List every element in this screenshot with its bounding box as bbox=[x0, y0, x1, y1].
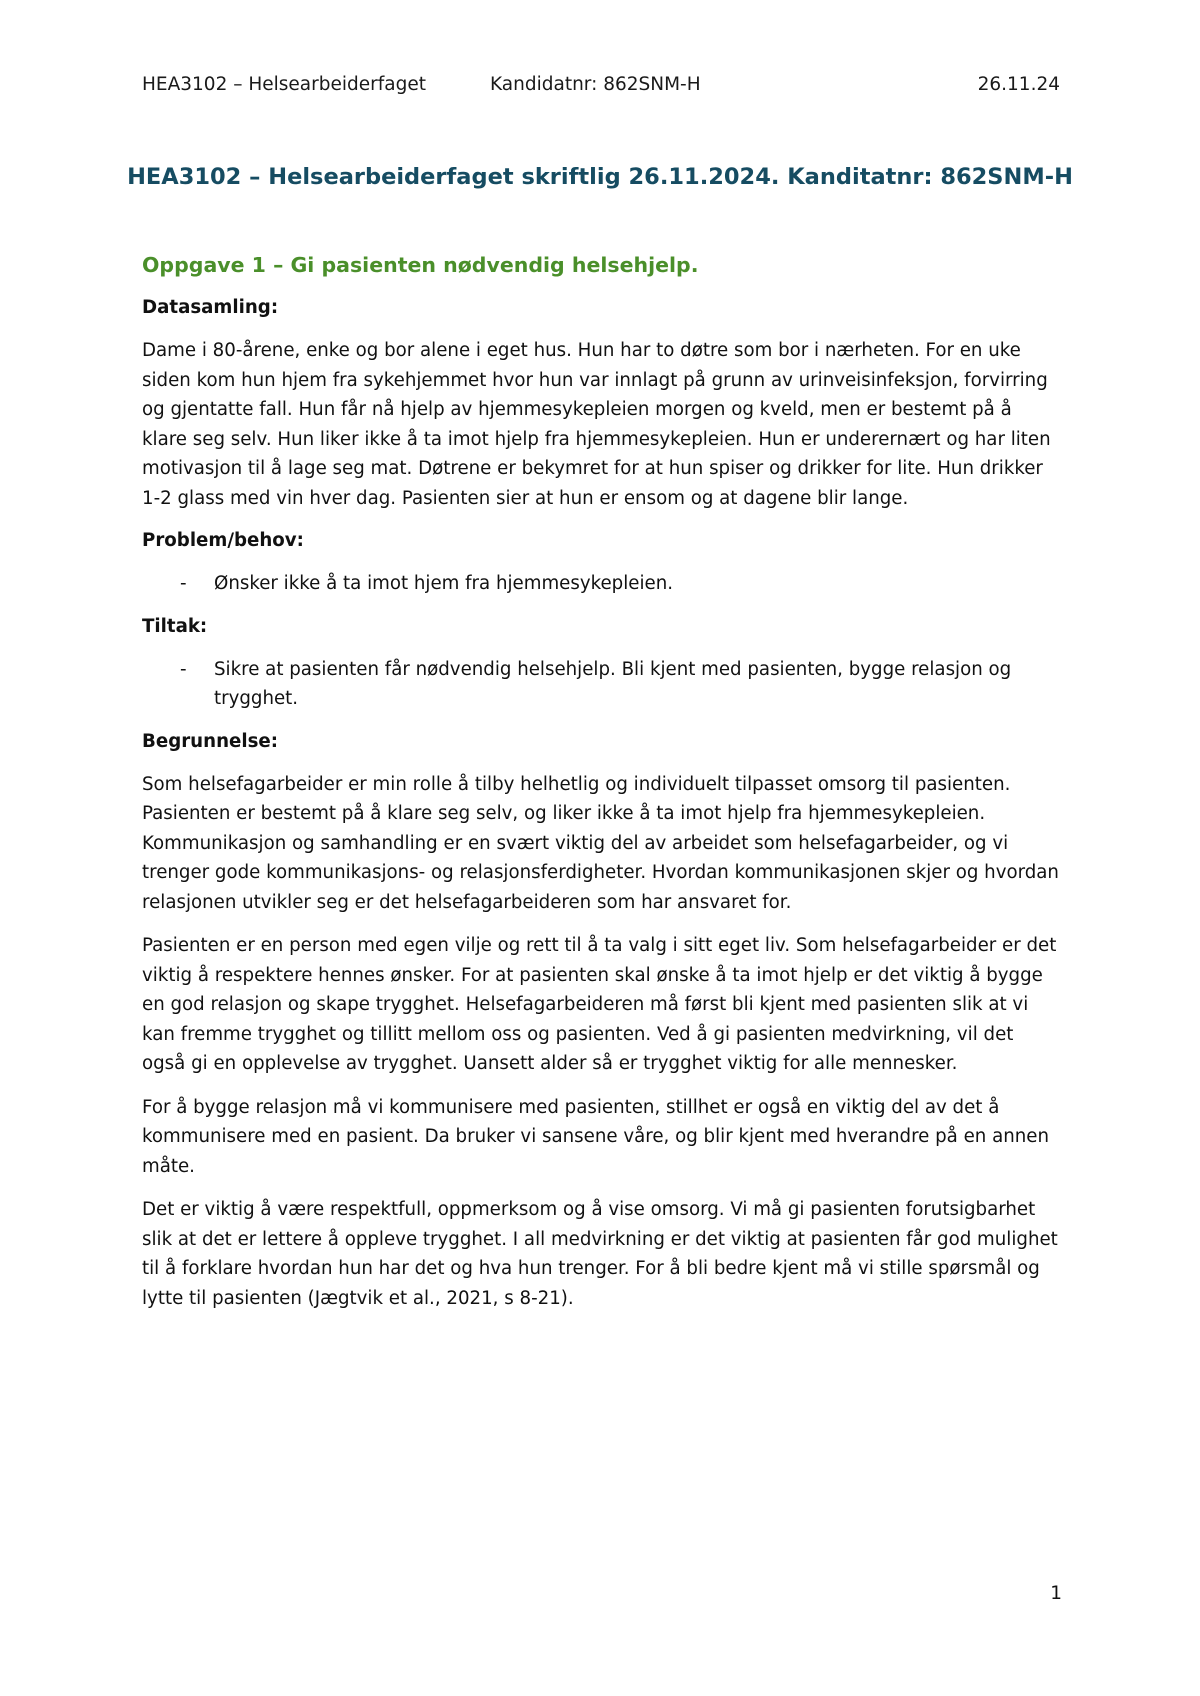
problem-list bbox=[142, 569, 1062, 599]
dash-bullet: - bbox=[180, 573, 187, 594]
header-course: HEA3102 – Helsearbeiderfaget bbox=[142, 74, 426, 95]
problem-item-text: Ønsker ikke å ta imot hjem fra hjemmesykepleien. bbox=[214, 573, 674, 594]
problem-heading: Problem/behov: bbox=[142, 530, 304, 551]
begrunnelse-paragraph-3: For å bygge relasjon må vi kommunisere med pasienten, stillhet er også en viktig del av det å kommunisere med en pasient. Da bruker vi sansene våre, og blir kjent med hverandre på en annen måte. bbox=[142, 1096, 1050, 1177]
page-header bbox=[142, 74, 1060, 98]
datasamling-paragraph: Dame i 80-årene, enke og bor alene i eget hus. Hun har to døtre som bor i nærheten. For en uke siden kom hun hjem fra sykehjemmet hvor hun var innlagt på grunn av urinveisinfeksjon, forvirring og gjentatte fall. Hun får nå hjelp av hjemmesykepleien morgen og kveld, men er bestemt på å klare seg selv. Hun liker ikke å ta imot hjelp fra hjemmesykepleien. Hun er underernært og har liten motivasjon til å lage seg mat. Døtrene er bekymret for at hun spiser og drikker for lite. Hun drikker 1-2 glass med vin hver dag. Pasienten sier at hun er ensom og at dagene blir lange. bbox=[142, 340, 1051, 509]
header-date: 26.11.24 bbox=[977, 74, 1060, 95]
begrunnelse-heading: Begrunnelse: bbox=[142, 730, 279, 752]
begrunnelse-paragraph-1: Som helsefagarbeider er min rolle å tilby helhetlig og individuelt tilpasset omsorg til pasienten. Pasienten er bestemt på å klare seg selv, og liker ikke å ta imot hjelp fra hjemmesykepleien. Kommunikasjon og samhandling er en svært viktig del av arbeidet som helsefagarbeider, og vi trenger gode kommunikasjons- og relasjonsferdigheter. Hvordan kommunikasjonen skjer og hvordan relasjonen utvikler seg er det helsefagarbeideren som har ansvaret for. bbox=[142, 773, 1059, 913]
datasamling-heading: Datasamling: bbox=[142, 297, 279, 318]
tiltak-heading: Tiltak: bbox=[142, 615, 208, 637]
header-candidate-number: Kandidatnr: 862SNM-H bbox=[490, 74, 701, 95]
document-body bbox=[142, 250, 1062, 1327]
page-number: 1 bbox=[1050, 1583, 1062, 1604]
list-item bbox=[142, 569, 1062, 599]
begrunnelse-paragraph-4: Det er viktig å være respektfull, oppmerksom og å vise omsorg. Vi må gi pasienten forutsigbarhet slik at det er lettere å oppleve trygghet. I all medvirkning er det viktig at pasienten får god mulighet til å forklare hvordan hun har det og hva hun trenger. For å bli bedre kjent må vi stille spørsmål og lytte til pasienten (Jægtvik et al., 2021, s 8-21). bbox=[142, 1199, 1058, 1309]
tiltak-item-text: Sikre at pasienten får nødvendig helsehjelp. Bli kjent med pasienten, bygge relasjon og trygghet. bbox=[214, 658, 1012, 709]
task-heading: Oppgave 1 – Gi pasienten nødvendig helsehjelp. bbox=[142, 253, 699, 277]
list-item bbox=[142, 655, 1062, 714]
dash-bullet: - bbox=[180, 658, 187, 680]
document-title: HEA3102 – Helsearbeiderfaget skriftlig 26.11.2024. Kanditatnr: 862SNM-H bbox=[127, 164, 1073, 190]
begrunnelse-paragraph-2: Pasienten er en person med egen vilje og rett til å ta valg i sitt eget liv. Som helsefagarbeider er det viktig å respektere hennes ønsker. For at pasienten skal ønske å ta imot hjelp er det viktig å bygge en god relasjon og skape trygghet. Helsefagarbeideren må først bli kjent med pasienten slik at vi kan fremme trygghet og tillitt mellom oss og pasienten. Ved å gi pasienten medvirkning, vil det også gi en opplevelse av trygghet. Uansett alder så er trygghet viktig for alle mennesker. bbox=[142, 935, 1057, 1074]
tiltak-list bbox=[142, 655, 1062, 714]
